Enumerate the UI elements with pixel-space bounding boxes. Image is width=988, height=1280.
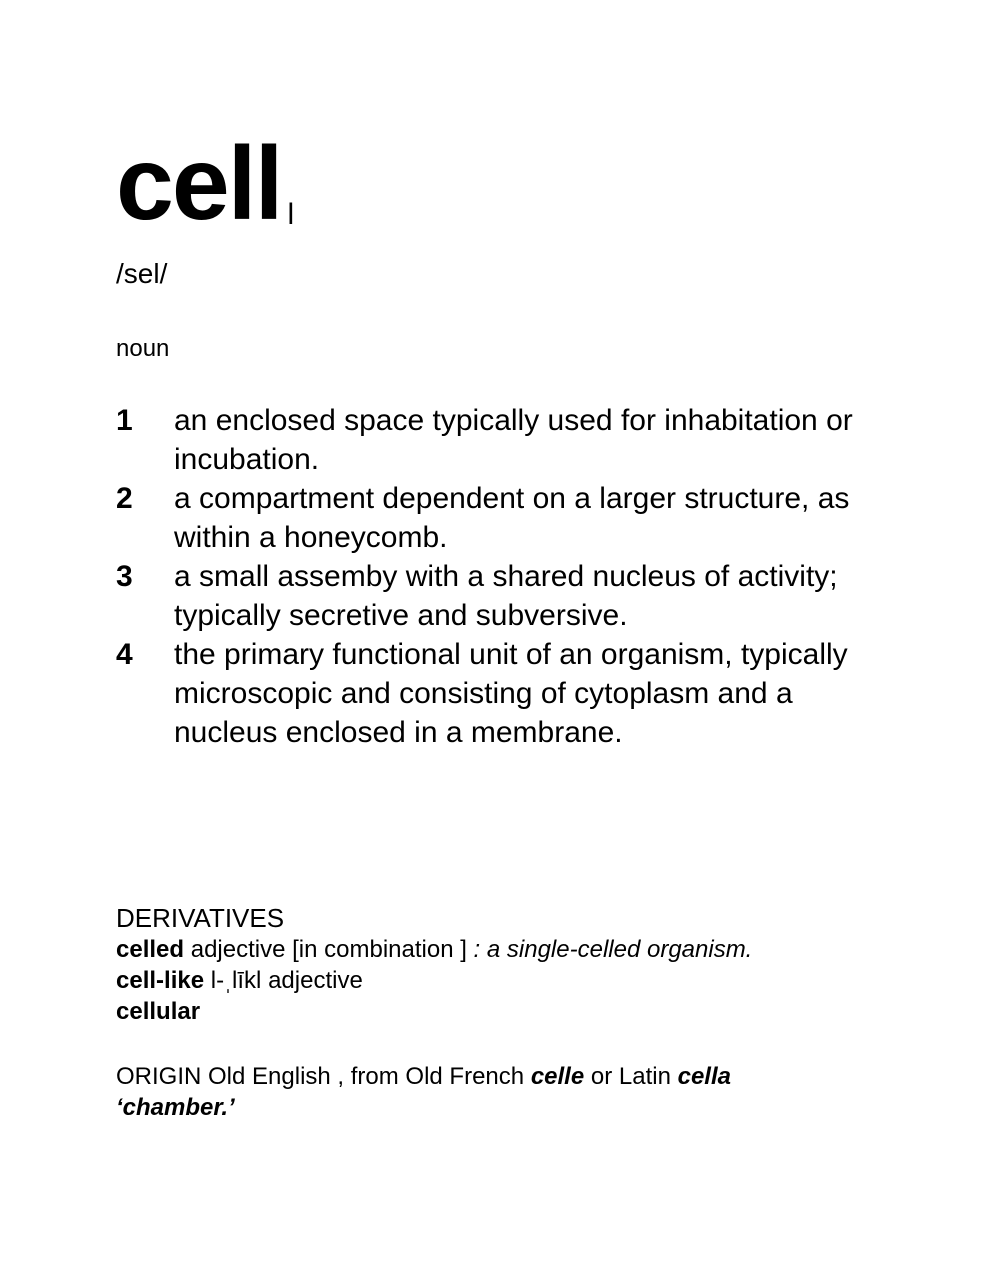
derivative-word: celled [116,936,185,963]
origin-section [116,1061,916,1123]
sense-item [116,401,896,479]
part-of-speech: noun [116,335,170,362]
derivative-word: cellular [116,998,201,1025]
sense-item [116,635,896,752]
origin-word: cella [677,1063,731,1090]
sense-number: 4 [116,638,133,671]
derivatives-section [116,902,916,1027]
derivative-pos: adjective [in combination ] [190,936,467,963]
sense-list [116,401,896,752]
headword-mark: l [287,198,295,231]
sense-number: 2 [116,482,133,515]
derivative-pos: adjective [268,967,363,994]
sense-text: a compartment dependent on a larger structure, as within a honeycomb. [174,482,850,554]
pronunciation: /sel/ [116,258,168,289]
derivative-line [116,996,916,1027]
origin-label: ORIGIN [116,1063,202,1090]
sense-text: a small assemby with a shared nucleus of activity; typically secretive and subversive. [174,560,838,632]
derivatives-heading: DERIVATIVES [116,903,285,933]
origin-word: celle [530,1063,585,1090]
derivative-line [116,965,916,996]
derivative-word: cell-like [116,967,205,994]
derivative-pronunciation: l-ˌlīkl [210,967,262,994]
headword-row [116,124,294,244]
derivative-line [116,934,916,965]
sense-item [116,557,896,635]
sense-text: an enclosed space typically used for inhabitation or incubation. [174,404,853,476]
sense-number: 1 [116,404,133,437]
sense-text: the primary functional unit of an organism, typically microscopic and consisting of cytoplasm and a nucleus enclosed in a membrane. [174,638,848,749]
sense-number: 3 [116,560,133,593]
origin-text: Old English , from Old French [208,1063,525,1090]
derivative-example: : a single-celled organism. [473,936,753,963]
origin-text: or Latin [590,1063,671,1090]
origin-gloss: ‘chamber.’ [116,1094,235,1121]
headword: cell [116,126,282,242]
sense-item [116,479,896,557]
